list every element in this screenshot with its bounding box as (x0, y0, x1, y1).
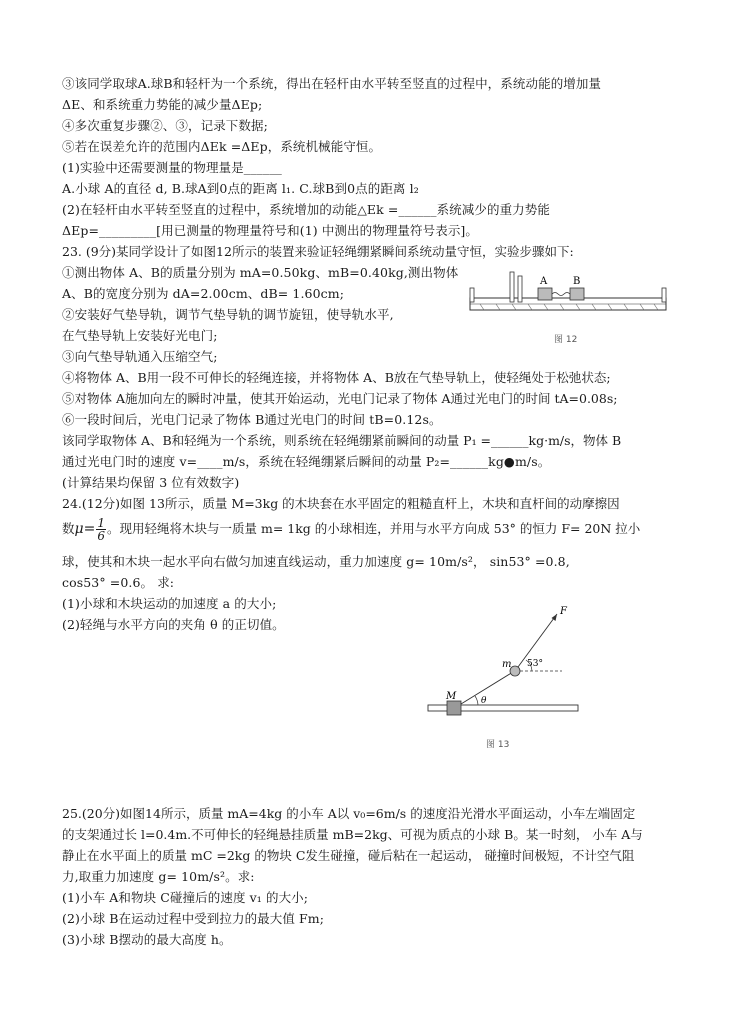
ball (510, 666, 520, 676)
figure-caption: 图 12 (554, 335, 578, 345)
mu-symbol: μ= (74, 521, 96, 537)
text-line: ⑤若在误差允许的范围内ΔEk =ΔEp，系统机械能守恒。 (62, 139, 382, 154)
fraction-numerator: 1 (97, 516, 105, 530)
label-a: A (540, 276, 548, 287)
text-line: A、B的宽度分别为 dA=2.00cm、dB= 1.60cm; (62, 286, 345, 301)
text-line-with-fraction (62, 515, 640, 543)
text-line: 静止在水平面上的质量 mC =2kg 的物块 C发生碰撞，碰后粘在一起运动， 碰撞时间极短，不计空气阻 (62, 848, 635, 863)
text-line: (计算结果均保留 3 位有效数字) (62, 475, 240, 490)
text-line: ②安装好气垫导轨，调节气垫导轨的调节旋钮，使导轨水平, (62, 307, 394, 322)
figure-caption: 图 13 (486, 740, 510, 750)
text-line: ③该同学取球A.球B和轻杆为一个系统，得出在轻杆由水平转至竖直的过程中，系统动能的增加量 (62, 76, 602, 91)
text-line: ΔE、和系统重力势能的减少量ΔEp; (62, 97, 263, 112)
question-22-part-1: (1)实验中还需要测量的物理量是______ (62, 160, 282, 175)
text-line: ①测出物体 A、B的质量分别为 mA=0.50kg、mB=0.40kg,测出物体 (62, 265, 459, 280)
rope (552, 293, 570, 296)
text-line: 该同学取物体 A、B和轻绳为一个系统，则系统在轻绳绷紧前瞬间的动量 P₁ =______kg·m/s，物体 B (62, 433, 622, 448)
fraction (96, 517, 106, 542)
text-line: 在气垫导轨上安装好光电门; (62, 328, 218, 343)
text-line: (1)小球和木块运动的加速度 a 的大小; (62, 596, 277, 611)
text-line: (2)小球 B在运动过程中受到拉力的最大值 Fm; (62, 911, 325, 926)
text-line: ΔEp=_________[用已测量的物理量符号和(1) 中测出的物理量符号表示]。 (62, 223, 479, 238)
air-track-diagram (466, 270, 670, 350)
text-line: 的支架通过长 l=0.4m.不可伸长的轻绳悬挂质量 mB=2kg、可视为质点的小球 B。某一时刻， 小车 A与 (62, 827, 643, 842)
label-f: F (560, 606, 567, 617)
text-fragment: 。现用轻绳将木块与一质量 m= 1kg 的小球相连，并用与水平方向成 53° 的恒力 F= 20N 拉小 (107, 521, 641, 536)
rope (461, 672, 513, 704)
label-theta: θ (481, 696, 487, 706)
question-23-heading: 23. (9分)某同学设计了如图12所示的装置来验证轻绳绷紧瞬间系统动量守恒，实验步骤如下: (62, 244, 574, 259)
question-24-heading: 24.(12分)如图 13所示，质量 M=3kg 的木块套在水平固定的粗糙直杆上，木块和直杆间的动摩擦因 (62, 496, 620, 511)
choices-line: A.小球 A的直径 d, B.球A到0点的距离 l₁. C.球B到0点的距离 l₂ (62, 181, 419, 196)
text-line: (1)小车 A和物块 C碰撞后的速度 v₁ 的大小; (62, 890, 309, 905)
rod-block-ball-diagram (426, 604, 582, 754)
block-m-large (447, 701, 461, 715)
text-line: ③向气垫导轨通入压缩空气; (62, 349, 218, 364)
figure-13 (426, 604, 582, 754)
block-b (570, 288, 584, 300)
text-line: ④将物体 A、B用一段不可伸长的轻绳连接，并将物体 A、B放在气垫导轨上，使轻绳处于松弛状态; (62, 370, 611, 385)
label-m-large: M (446, 691, 457, 702)
question-25-heading: 25.(20分)如图14所示，质量 mA=4kg 的小车 A以 v₀=6m/s 的速度沿光滑水平面运动，小车左端固定 (62, 806, 636, 821)
figure-12 (466, 270, 670, 350)
text-line: 力,取重力加速度 g= 10m/s²。求: (62, 869, 255, 884)
text-line: 通过光电门时的速度 v=____m/s，系统在轻绳绷紧后瞬间的动量 P₂=______kg●m/s。 (62, 454, 551, 469)
block-a (538, 288, 552, 300)
text-line: (2)轻绳与水平方向的夹角 θ 的正切值。 (62, 617, 285, 632)
text-line: ⑤对物体 A施加向左的瞬时冲量，使其开始运动，光电门记录了物体 A通过光电门的时间 tA=0.08s; (62, 391, 618, 406)
text-line: cos53° =0.6。 求: (62, 575, 175, 590)
text-fragment: 数 (62, 521, 75, 536)
label-m-small: m (502, 659, 512, 670)
text-line: ⑥一段时间后，光电门记录了物体 B通过光电门的时间 tB=0.12s。 (62, 412, 442, 427)
fraction-denominator: 6 (97, 529, 105, 543)
text-line: (3)小球 B摆动的最大高度 h。 (62, 932, 232, 947)
question-22-part-2: (2)在轻杆由水平转至竖直的过程中，系统增加的动能△Ek =______系统减少的重力势能 (62, 202, 550, 217)
text-line: 球，使其和木块一起水平向右做匀加速直线运动，重力加速度 g= 10m/s²， sin53° =0.8, (62, 554, 570, 569)
text-line: ④多次重复步骤②、③，记录下数据; (62, 118, 268, 133)
label-b: B (573, 276, 581, 287)
label-angle: 53° (527, 659, 543, 669)
